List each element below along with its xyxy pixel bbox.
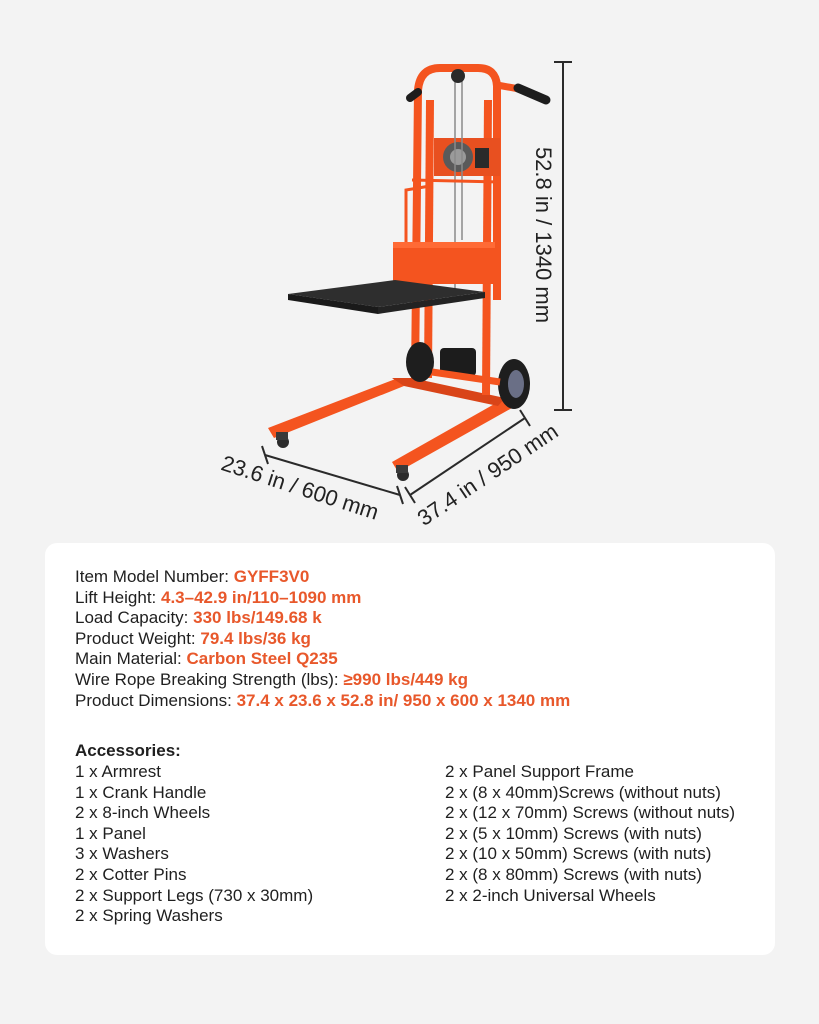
length-dimension-label: 37.4 in / 950 mm <box>412 418 563 531</box>
spec-value: ≥990 lbs/449 kg <box>343 669 468 689</box>
list-item: 2 x (8 x 80mm) Screws (with nuts) <box>445 864 702 884</box>
spec-label: Main Material: <box>75 649 187 669</box>
list-item: 2 x (10 x 50mm) Screws (with nuts) <box>445 844 712 864</box>
spec-label: Product Weight: <box>75 628 201 648</box>
width-dimension-label: 23.6 in / 600 mm <box>218 450 382 525</box>
spec-label: Lift Height: <box>75 587 161 607</box>
spec-load-capacity <box>75 608 570 629</box>
handle <box>410 85 546 100</box>
list-item: 2 x (5 x 10mm) Screws (with nuts) <box>445 823 702 843</box>
spec-weight <box>75 629 570 650</box>
spec-material <box>75 649 570 670</box>
base-legs <box>268 378 512 472</box>
spec-list <box>75 567 570 711</box>
accessories-right-list <box>445 762 735 906</box>
list-item: 2 x Spring Washers <box>75 906 223 926</box>
accessories-title: Accessories: <box>75 741 181 760</box>
spec-card <box>45 543 775 955</box>
spec-value: Carbon Steel Q235 <box>186 649 338 669</box>
spec-model <box>75 567 570 588</box>
list-item: 3 x Washers <box>75 844 169 864</box>
spec-value: 37.4 x 23.6 x 52.8 in/ 950 x 600 x 1340 mm <box>236 690 571 710</box>
list-item: 2 x 2-inch Universal Wheels <box>445 885 656 905</box>
list-item: 2 x 8-inch Wheels <box>75 803 211 823</box>
list-item: 2 x Panel Support Frame <box>445 762 634 781</box>
spec-value: 330 lbs/149.68 k <box>193 608 322 628</box>
spec-dimensions <box>75 691 570 712</box>
list-item: 2 x Cotter Pins <box>75 864 187 884</box>
spec-value: 4.3–42.9 in/110–1090 mm <box>161 587 362 607</box>
spec-rope-strength <box>75 670 570 691</box>
spec-label: Wire Rope Breaking Strength (lbs): <box>75 669 344 689</box>
list-item: 1 x Panel <box>75 823 146 843</box>
list-item: 1 x Armrest <box>75 762 161 781</box>
list-item: 1 x Crank Handle <box>75 782 207 802</box>
list-item: 2 x (8 x 40mm)Screws (without nuts) <box>445 782 721 802</box>
height-dimension-label: 52.8 in / 1340 mm <box>531 146 557 324</box>
spec-value: 79.4 lbs/36 kg <box>200 628 311 648</box>
spec-value: GYFF3V0 <box>233 567 310 586</box>
accessories-left-list <box>75 762 313 927</box>
list-item: 2 x Support Legs (730 x 30mm) <box>75 885 314 905</box>
carriage <box>393 242 495 284</box>
spec-label: Load Capacity: <box>75 608 194 628</box>
list-item: 2 x (12 x 70mm) Screws (without nuts) <box>445 803 736 823</box>
spec-lift-height <box>75 588 570 609</box>
spec-label: Product Dimensions: <box>75 690 237 710</box>
spec-label: Item Model Number: <box>75 567 234 586</box>
